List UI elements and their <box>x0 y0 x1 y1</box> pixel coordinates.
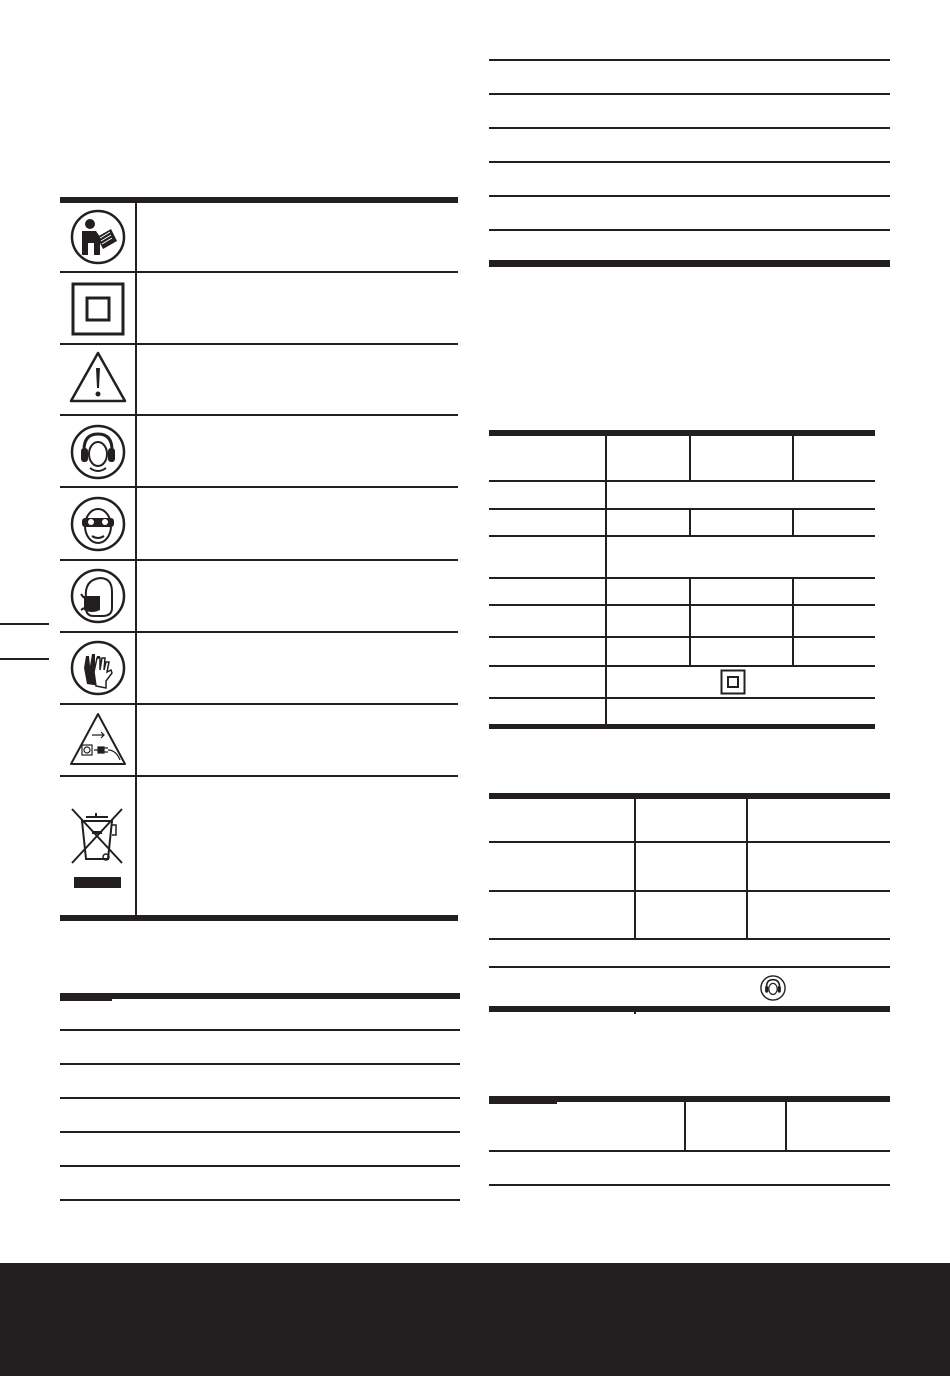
unplug-before-maintenance-icon <box>68 711 128 767</box>
symbols-table-top-rule <box>60 197 458 203</box>
table-row <box>489 636 875 638</box>
component-list-top-rule <box>60 993 460 999</box>
weee-crossed-bin-icon <box>68 805 126 891</box>
list-item <box>489 195 890 197</box>
table-row-divider <box>60 343 458 345</box>
table-column-divider <box>689 578 691 666</box>
table-column-divider <box>689 436 691 480</box>
table-row-divider <box>60 775 458 777</box>
table-row <box>489 938 890 940</box>
noise-table-bottom-rule <box>489 1006 890 1012</box>
read-manual-icon <box>70 209 126 265</box>
table-row-divider <box>60 271 458 273</box>
component-list-header-accent <box>60 993 112 1001</box>
table-row-divider <box>60 631 458 633</box>
table-row-divider <box>60 486 458 488</box>
table-row <box>489 604 875 606</box>
dust-mask-icon <box>70 568 126 624</box>
table-row <box>489 841 890 843</box>
eye-protection-icon <box>70 496 126 552</box>
ear-protection-icon <box>760 975 786 1001</box>
side-tab-mark-bottom <box>0 658 49 660</box>
table-row <box>489 697 875 699</box>
list-item <box>489 161 890 163</box>
list-item <box>60 1165 460 1167</box>
table-row <box>489 535 875 537</box>
table-column-divider <box>746 799 748 938</box>
table-column-divider <box>785 1102 787 1150</box>
table-row <box>489 1184 890 1186</box>
list-item <box>489 229 890 231</box>
double-insulation-icon <box>720 669 746 695</box>
table-row <box>489 890 890 892</box>
ear-protection-icon <box>70 424 126 480</box>
technical-data-bottom-rule <box>489 724 875 729</box>
component-list-bottom-rule <box>489 260 890 267</box>
list-item <box>60 1131 460 1133</box>
table-row-divider <box>60 414 458 416</box>
list-item <box>489 127 890 129</box>
noise-table-top-rule <box>489 793 890 799</box>
warning-triangle-icon <box>68 350 128 404</box>
list-item <box>60 1097 460 1099</box>
vibration-table-header-accent <box>489 1096 557 1104</box>
table-row <box>489 508 875 510</box>
table-row <box>489 480 875 482</box>
table-row <box>489 966 890 968</box>
list-item <box>60 1199 460 1201</box>
table-column-divider <box>689 510 691 536</box>
gloves-icon <box>70 640 126 696</box>
double-insulation-icon <box>71 282 125 336</box>
symbols-table-bottom-rule <box>60 915 458 921</box>
table-column-divider <box>634 799 636 938</box>
table-row <box>489 665 875 667</box>
list-item <box>60 1029 460 1031</box>
list-item <box>489 93 890 95</box>
side-tab-mark-top <box>0 623 49 625</box>
table-row <box>489 1150 890 1152</box>
table-row-divider <box>60 703 458 705</box>
list-item <box>60 1063 460 1065</box>
footer-band <box>0 1263 950 1376</box>
table-column-divider <box>792 510 794 536</box>
technical-data-top-rule <box>489 430 875 436</box>
table-column-divider <box>792 436 794 480</box>
table-column-divider <box>792 578 794 666</box>
table-column-divider <box>684 1102 686 1150</box>
table-row <box>489 577 875 579</box>
list-item <box>489 59 890 61</box>
table-row-divider <box>60 559 458 561</box>
